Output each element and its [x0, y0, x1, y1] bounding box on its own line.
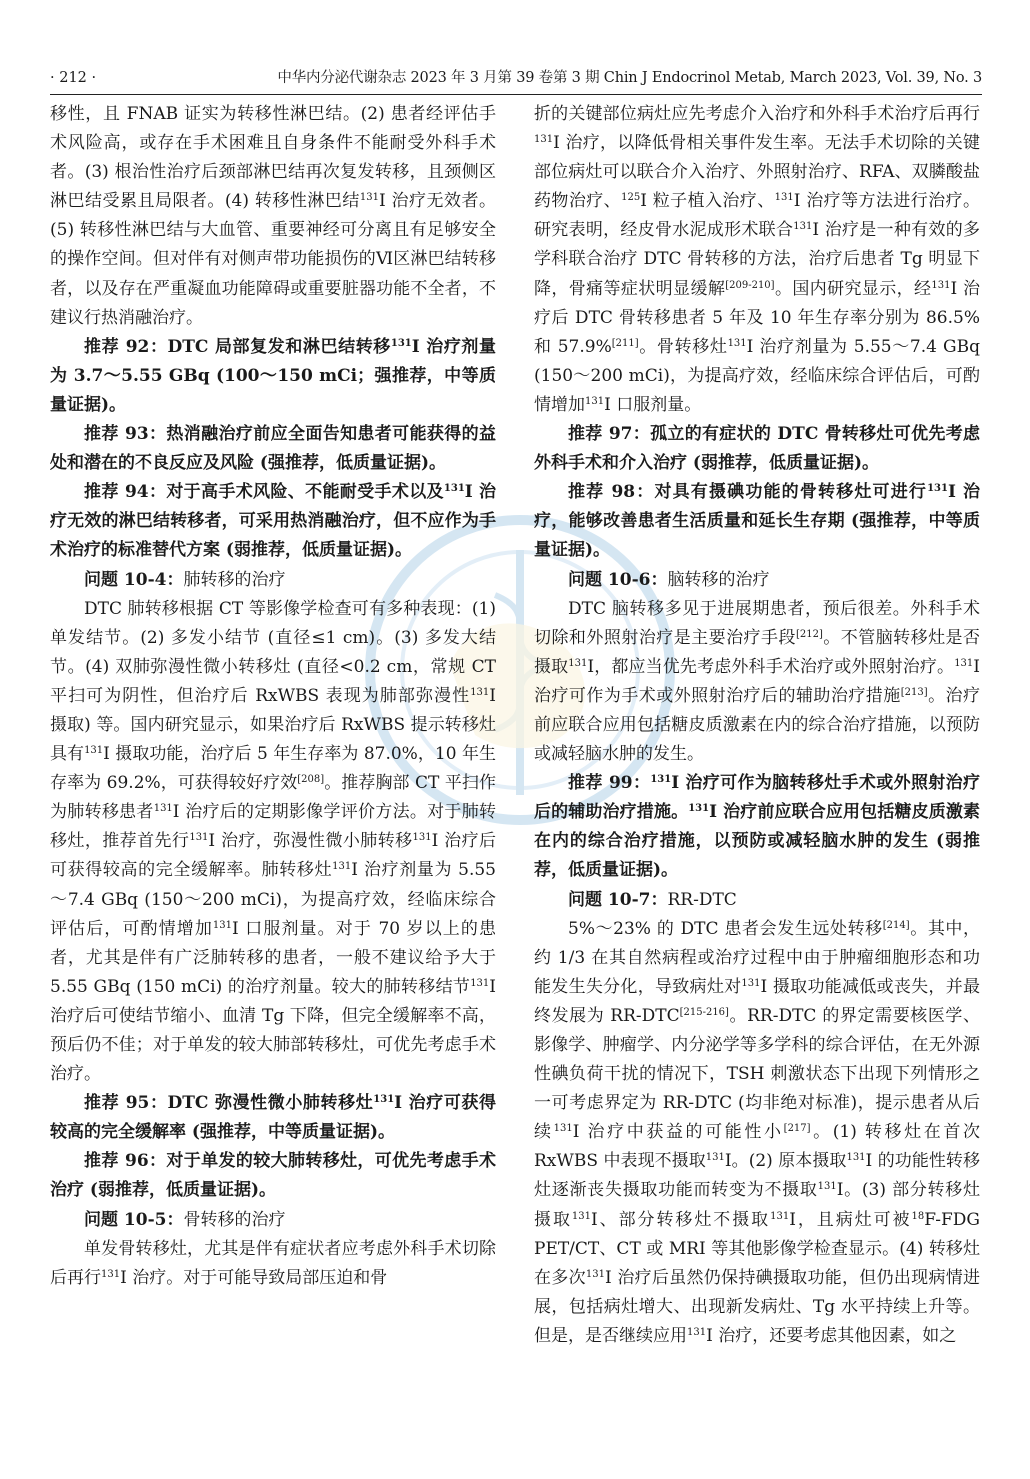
recommendation-96	[50, 1147, 496, 1205]
superscript: 131	[927, 483, 948, 495]
journal-citation: 中华内分泌代谢杂志 2023 年 3 月第 39 卷第 3 期 Chin J Endocrinol Metab, March 2023, Vol. 39, No. 3	[277, 70, 982, 86]
text-run: 推荐 92：DTC 局部复发和淋巴结转移	[84, 336, 391, 357]
superscript: 131	[741, 977, 761, 989]
paragraph	[534, 915, 980, 1351]
text-run: 单发骨转移灶，尤其是伴有症状者应考虑外科手术切除后再行	[50, 1238, 496, 1288]
recommendation-92	[50, 333, 496, 420]
paragraph	[50, 595, 496, 1090]
text-run: 5%～23% 的 DTC 患者会发生远处转移	[568, 918, 883, 939]
text-run: 。国内研究显示，经	[774, 278, 932, 299]
superscript: 131	[793, 221, 813, 233]
superscript: 131	[846, 1152, 866, 1164]
superscript: 131	[412, 832, 432, 844]
superscript: 131	[470, 686, 490, 698]
text-run: I 口服剂量。	[604, 394, 702, 415]
question-number: 问题 10-6：	[568, 569, 668, 590]
text-run: I。(3) 部分转移灶摄取	[534, 1180, 981, 1230]
question-heading-10-6	[534, 566, 980, 595]
text-run: 推荐 97：孤立的有症状的 DTC 骨转移灶可优先考虑外科手术和介入治疗 (弱推荐，低质量证据)。	[534, 424, 980, 474]
right-column	[534, 100, 980, 1351]
recommendation-93	[50, 420, 496, 478]
text-run: I 治疗可作为手术或外照射治疗后的辅助治疗措施	[534, 656, 980, 706]
superscript: 131	[650, 774, 672, 786]
superscript: [208]	[297, 774, 325, 786]
superscript: 125	[621, 192, 641, 204]
superscript: 131	[332, 861, 352, 873]
question-heading-10-7	[534, 886, 980, 915]
superscript: 131	[359, 192, 379, 204]
paragraph	[534, 595, 980, 770]
text-run: 。(1) 转移灶在首次 RxWBS 中表现不摄取	[534, 1122, 981, 1172]
superscript: 131	[568, 657, 588, 669]
text-run: I 治疗中获益的可能性小	[572, 1122, 784, 1143]
superscript: 131	[470, 977, 490, 989]
text-run: I 治疗后可获得较高的完全缓解率。肺转移灶	[50, 831, 496, 881]
superscript: [217]	[783, 1123, 811, 1135]
superscript: [213]	[900, 686, 928, 698]
text-run: I，且病灶可被	[789, 1209, 912, 1230]
text-run: 推荐 94：对于高手术风险、不能耐受手术以及	[84, 482, 444, 503]
text-run: 。治疗前应联合应用包括糖皮质激素在内的综合治疗措施，以预防或减轻脑水肿的发生。	[534, 685, 981, 765]
text-run: 。推荐胸部 CT 平扫作为肺转移患者	[50, 773, 496, 823]
text-run: 推荐 99：	[568, 773, 651, 794]
text-run: DTC 脑转移多见于进展期患者，预后很差。外科手术切除和外照射治疗是主要治疗手段	[534, 598, 980, 648]
superscript: 131	[373, 1094, 395, 1106]
text-run: I 摄取) 等。国内研究显示，如果治疗后 RxWBS 提示转移灶具有	[50, 685, 496, 765]
superscript: 131	[770, 1210, 790, 1222]
superscript: 131	[189, 832, 209, 844]
superscript: 131	[571, 1210, 591, 1222]
question-heading-10-4	[50, 566, 496, 595]
recommendation-94	[50, 478, 496, 565]
recommendation-97	[534, 420, 980, 478]
superscript: 131	[817, 1181, 837, 1193]
text-run: I 摄取功能，治疗后 5 年生存率为 87.0%，10 年生存率为 69.2%，可获得较好疗效	[50, 744, 496, 794]
superscript: 131	[553, 1123, 573, 1135]
superscript: 131	[212, 919, 233, 931]
text-run: 推荐 93：热消融治疗前应全面告知患者可能获得的益处和潜在的不良反应及风险 (强推荐，低质量证据)。	[50, 424, 496, 474]
paragraph	[50, 100, 496, 333]
text-run: 骨转移的治疗	[183, 1209, 286, 1230]
superscript: 131	[774, 192, 794, 204]
superscript: [215-216]	[679, 1006, 729, 1018]
text-run: I 治疗，还要考虑其他因素，如之	[706, 1325, 957, 1346]
text-run: I 治疗剂量为 5.55～7.4 GBq (150～200 mCi)，为提高疗效，经临床综合评估后，可酌情增加	[50, 860, 497, 939]
text-run: I 的功能性转移灶逐渐丧失摄取功能而转变为不摄取	[534, 1151, 980, 1201]
page-number: · 212 ·	[50, 70, 97, 86]
superscript: 131	[84, 745, 104, 757]
text-run: I 摄取功能减低或丧失，并最终发展为 RR-DTC	[534, 976, 980, 1026]
superscript: [214]	[882, 919, 910, 931]
text-run: 推荐 98：对具有摄碘功能的骨转移灶可进行	[568, 482, 928, 503]
text-run: 脑转移的治疗	[667, 569, 770, 590]
question-number: 问题 10-5：	[84, 1209, 184, 1230]
superscript: 131	[705, 1152, 725, 1164]
recommendation-99	[534, 769, 980, 885]
superscript: 131	[443, 483, 465, 495]
text-run: I 治疗等方法进行治疗。研究表明，经皮骨水泥成形术联合	[534, 191, 981, 241]
text-run: I 治疗，能够改善患者生活质量和延长生存期 (强推荐，中等质量证据)。	[534, 482, 980, 561]
superscript: 131	[688, 803, 710, 815]
superscript: 131	[954, 657, 974, 669]
text-run: 。骨转移灶	[638, 336, 728, 357]
running-header	[50, 64, 982, 95]
text-run: 移性，且 FNAB 证实为转移性淋巴结。(2) 患者经评估手术风险高，或存在手术困难且自身条件不能耐受外科手术者。(3) 根治性治疗后颈部淋巴结再次复发转移，且颈侧区淋巴结受累且局限者。(4) 转移性淋巴结	[50, 104, 496, 212]
superscript: 131	[727, 337, 747, 349]
text-run: I 治疗无效的淋巴结转移者，可采用热消融治疗，但不应作为手术治疗的标准替代方案 (弱推荐，低质量证据)。	[50, 482, 497, 561]
superscript: 131	[585, 1268, 605, 1280]
text-run: I 治疗后虽然仍保持碘摄取功能，但仍出现病情进展，包括病灶增大、出现新发病灶、Tg 水平持续上升等。但是，是否继续应用	[534, 1267, 981, 1346]
superscript: 131	[534, 134, 554, 146]
text-run: I，都应当优先考虑外科手术治疗或外照射治疗。	[587, 656, 955, 677]
paragraph	[534, 100, 980, 420]
text-run: F-FDG PET/CT、CT 或 MRI 等其他影像学检查显示。(4) 转移灶在多次	[534, 1209, 981, 1288]
question-number: 问题 10-4：	[84, 569, 184, 590]
text-run: I 治疗后的定期影像学评价方法。对于肺转移灶，推荐首先行	[50, 802, 497, 852]
superscript: 131	[931, 279, 951, 291]
text-run: I 治疗可获得较高的完全缓解率 (强推荐，中等质量证据)。	[50, 1093, 496, 1143]
text-run: I 治疗，以降低骨相关事件发生率。无法手术切除的关键部位病灶可以联合介入治疗、外照射治疗、RFA、双膦酸盐药物治疗、	[534, 133, 980, 212]
text-run: 推荐 95：DTC 弥漫性微小肺转移灶	[84, 1093, 374, 1114]
recommendation-95	[50, 1089, 496, 1147]
left-column	[50, 100, 496, 1293]
text-run: I 治疗可作为脑转移灶手术或外照射治疗后的辅助治疗措施。	[534, 773, 981, 823]
superscript: [212]	[795, 628, 823, 640]
text-run: I 治疗后 DTC 骨转移患者 5 年及 10 年生存率分别为 86.5% 和 57.9%	[534, 278, 981, 357]
text-run: I。(2) 原本摄取	[724, 1151, 847, 1172]
text-run: 推荐 96：对于单发的较大肺转移灶，可优先考虑手术治疗 (弱推荐，低质量证据)。	[50, 1151, 496, 1201]
text-run: 肺转移的治疗	[183, 569, 286, 590]
question-number: 问题 10-7：	[568, 889, 668, 910]
text-run: RR-DTC	[667, 889, 737, 910]
text-run: 折的关键部位病灶应先考虑介入治疗和外科手术治疗后再行	[534, 104, 980, 124]
text-run: I 治疗剂量为 5.55～7.4 GBq (150～200 mCi)，为提高疗效，经临床综合评估后，可酌情增加	[534, 336, 980, 415]
text-run: I 治疗无效者。(5) 转移性淋巴结与大血管、重要神经可分离且有足够安全的操作空间。但对伴有对侧声带功能损伤的Ⅵ区淋巴结转移者，以及存在严重凝血功能障碍或重要脏器功能不全者，不建议行热消融治疗。	[50, 191, 497, 328]
superscript: 131	[390, 337, 412, 349]
text-run: I 治疗前应联合应用包括糖皮质激素在内的综合治疗措施，以预防或减轻脑水肿的发生 (弱推荐，低质量证据)。	[534, 802, 980, 881]
superscript: 131	[101, 1268, 121, 1280]
text-run: 。RR-DTC 的界定需要核医学、影像学、肿瘤学、内分泌学等多学科的综合评估，在无外源性碘负荷干扰的情况下，TSH 刺激状态下出现下列情形之一可考虑界定为 RR-DTC (均非绝对标准)，提示患者从后续	[534, 1005, 980, 1143]
text-run: DTC 肺转移根据 CT 等影像学检查可有多种表现：(1) 单发结节。(2) 多发小结节 (直径≤1 cm)。(3) 多发大结节。(4) 双肺弥漫性微小转移灶 (直径<0.2 cm，常规 CT 平扫可为阴性，但治疗后 RxWBS 表现为肺部弥漫性	[50, 598, 496, 706]
text-run: I 治疗后可使结节缩小、血清 Tg 下降，但完全缓解率不高，预后仍不佳；对于单发的较大肺部转移灶，可优先考虑手术治疗。	[50, 976, 496, 1085]
text-run: I 治疗剂量为 3.7～5.55 GBq (100～150 mCi；强推荐，中等质量证据)。	[50, 336, 497, 415]
superscript: [211]	[611, 337, 639, 349]
recommendation-98	[534, 478, 980, 565]
text-run: 。不管脑转移灶是否摄取	[534, 627, 981, 677]
superscript: 131	[687, 1326, 707, 1338]
superscript: [209-210]	[725, 279, 775, 291]
text-run: I 治疗。对于可能导致局部压迫和骨	[120, 1267, 388, 1288]
superscript: 131	[153, 803, 173, 815]
text-run: I 口服剂量。对于 70 岁以上的患者，尤其是伴有广泛肺转移的患者，一般不建议给予大于 5.55 GBq (150 mCi) 的治疗剂量。较大的肺转移结节	[50, 918, 497, 997]
paragraph	[50, 1235, 496, 1293]
text-run: 。其中，约 1/3 在其自然病程或治疗过程中由于肿瘤细胞形态和功能发生失分化，导致病灶对	[534, 918, 980, 997]
text-run: I、部分转移灶不摄取	[590, 1209, 771, 1230]
text-run: I 治疗是一种有效的多学科联合治疗 DTC 骨转移的方法，治疗后患者 Tg 明显下降，骨痛等症状明显缓解	[534, 220, 981, 299]
question-heading-10-5	[50, 1206, 496, 1235]
superscript: 18	[911, 1210, 925, 1222]
superscript: 131	[585, 395, 605, 407]
text-run: I 治疗，弥漫性微小肺转移	[208, 831, 413, 852]
text-run: I 粒子植入治疗、	[640, 191, 775, 212]
